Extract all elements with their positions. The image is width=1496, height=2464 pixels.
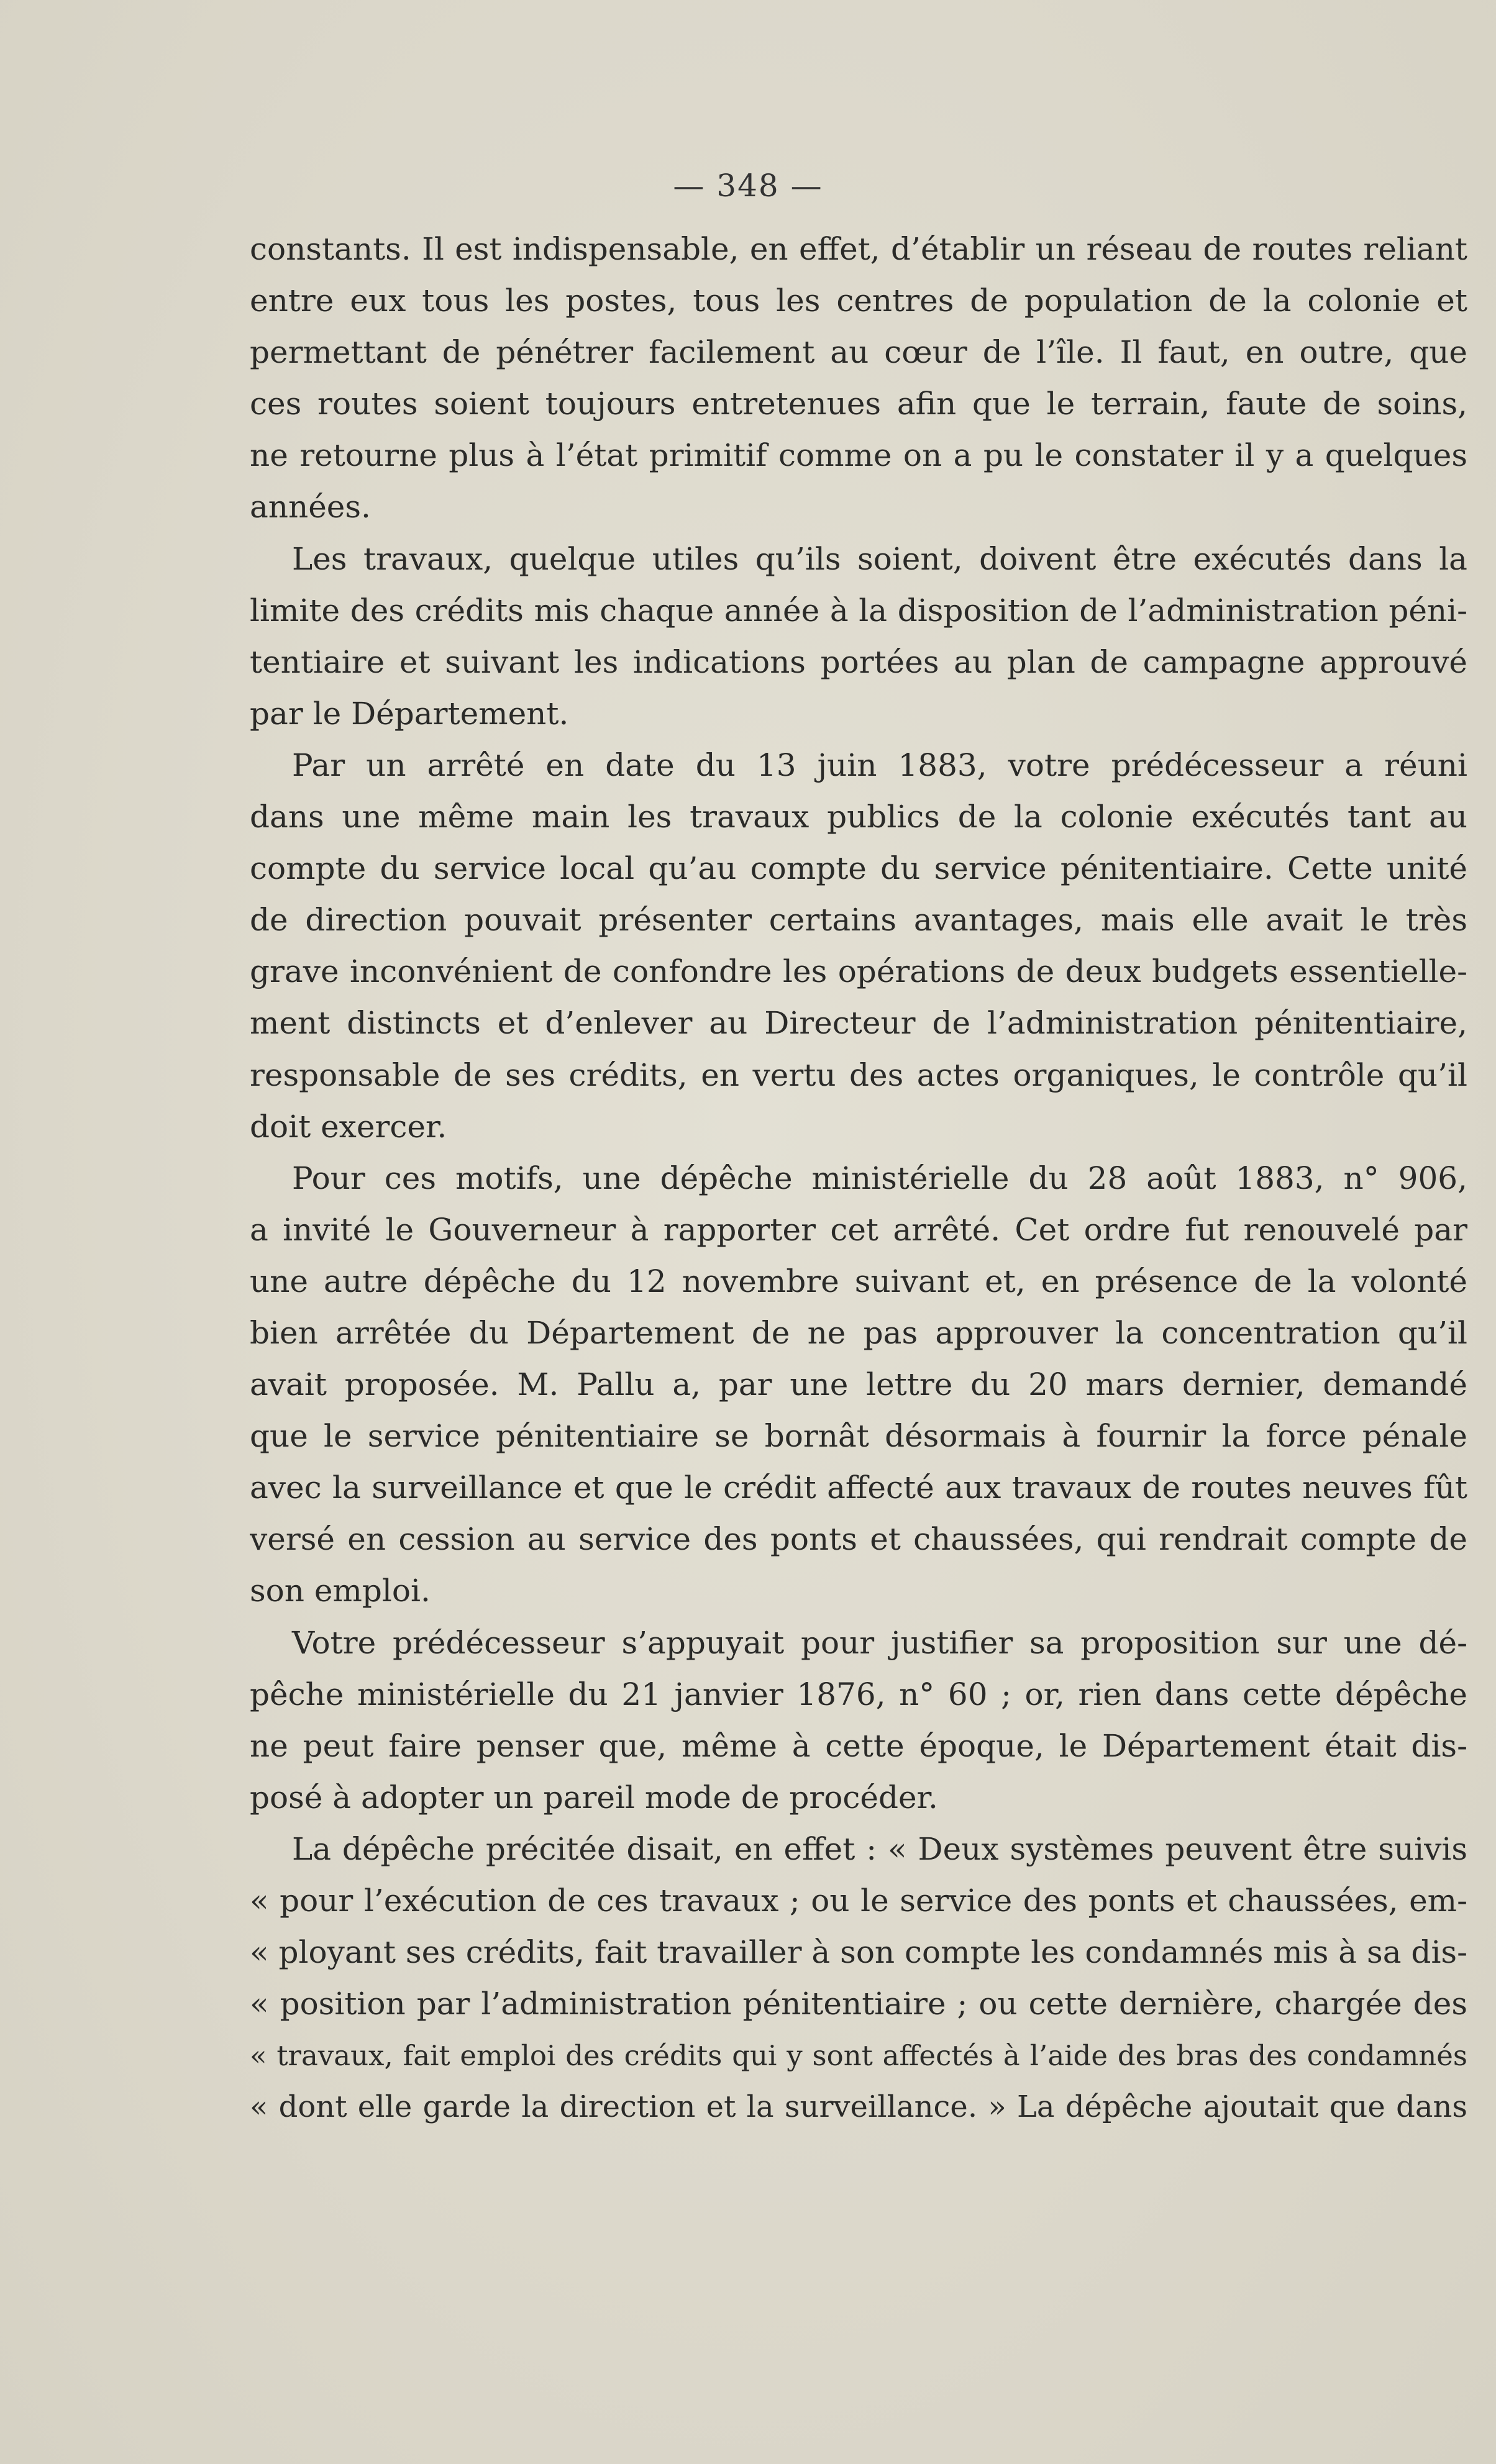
text-line: La dépêche précitée disait, en effet : « Deux systèmes peuvent être suivis xyxy=(292,1830,1467,1867)
text-line: Pour ces motifs, une dépêche ministérielle du 28 août 1883, n° 906, xyxy=(292,1160,1467,1196)
text-line: « ployant ses crédits, fait travailler à son compte les condamnés mis à sa dis- xyxy=(250,1934,1467,1971)
text-line: « position par l’administration pénitentiaire ; ou cette dernière, chargée des xyxy=(250,1986,1467,2022)
text-line: grave inconvénient de confondre les opérations de deux budgets essentielle- xyxy=(250,953,1467,990)
text-line: « travaux, fait emploi des crédits qui y sont affectés à l’aide des bras des condamnés xyxy=(250,2039,1467,2073)
text-line: dans une même main les travaux publics de la colonie exécutés tant au xyxy=(250,799,1467,835)
text-line: que le service pénitentiaire se bornât désormais à fournir la force pénale xyxy=(250,1418,1467,1455)
text-line: a invité le Gouverneur à rapporter cet arrêté. Cet ordre fut renouvelé par xyxy=(250,1211,1467,1248)
page-number: — 348 — xyxy=(673,168,823,204)
text-line: Les travaux, quelque utiles qu’ils soient, doivent être exécutés dans la xyxy=(292,540,1467,577)
body-text xyxy=(250,224,1467,2133)
text-line: Par un arrêté en date du 13 juin 1883, votre prédécesseur a réuni xyxy=(292,747,1467,783)
text-line: tentiaire et suivant les indications portées au plan de campagne approuvé xyxy=(250,643,1467,680)
text-line: années. xyxy=(250,489,371,525)
text-line: bien arrêtée du Département de ne pas approuver la concentration qu’il xyxy=(250,1314,1467,1351)
text-line: permettant de pénétrer facilement au cœur de l’île. Il faut, en outre, que xyxy=(250,334,1467,371)
text-line: ces routes soient toujours entretenues afin que le terrain, faute de soins, xyxy=(250,386,1467,422)
text-line: compte du service local qu’au compte du service pénitentiaire. Cette unité xyxy=(250,850,1467,887)
text-line: avec la surveillance et que le crédit affecté aux travaux de routes neuves fût xyxy=(250,1470,1467,1506)
text-line: ne peut faire penser que, même à cette époque, le Département était dis- xyxy=(250,1727,1467,1764)
text-line: entre eux tous les postes, tous les centres de population de la colonie et xyxy=(250,283,1467,319)
text-line: par le Département. xyxy=(250,695,569,732)
text-line: avait proposée. M. Pallu a, par une lettre du 20 mars dernier, demandé xyxy=(250,1366,1467,1403)
text-line: ne retourne plus à l’état primitif comme on a pu le constater il y a quelques xyxy=(250,437,1467,474)
text-line: constants. Il est indispensable, en effet, d’établir un réseau de routes reliant xyxy=(250,231,1467,267)
text-line: Votre prédécesseur s’appuyait pour justifier sa proposition sur une dé- xyxy=(292,1624,1467,1661)
text-line: une autre dépêche du 12 novembre suivant et, en présence de la volonté xyxy=(250,1263,1467,1299)
text-line: « dont elle garde la direction et la surveillance. » La dépêche ajoutait que dans xyxy=(250,2089,1467,2125)
text-line: doit exercer. xyxy=(250,1108,447,1145)
text-line: son emploi. xyxy=(250,1573,431,1609)
text-line: responsable de ses crédits, en vertu des actes organiques, le contrôle qu’il xyxy=(250,1057,1467,1093)
text-line: limite des crédits mis chaque année à la disposition de l’administration péni- xyxy=(250,592,1467,629)
text-line: ment distincts et d’enlever au Directeur de l’administration pénitentiaire, xyxy=(250,1005,1467,1042)
text-line: pêche ministérielle du 21 janvier 1876, n° 60 ; or, rien dans cette dépêche xyxy=(250,1676,1467,1712)
text-line: de direction pouvait présenter certains avantages, mais elle avait le très xyxy=(250,902,1467,939)
text-line: « pour l’exécution de ces travaux ; ou le service des ponts et chaussées, em- xyxy=(250,1883,1467,1919)
text-line: versé en cession au service des ponts et chaussées, qui rendrait compte de xyxy=(250,1521,1467,1558)
text-line: posé à adopter un pareil mode de procéder. xyxy=(250,1779,938,1816)
